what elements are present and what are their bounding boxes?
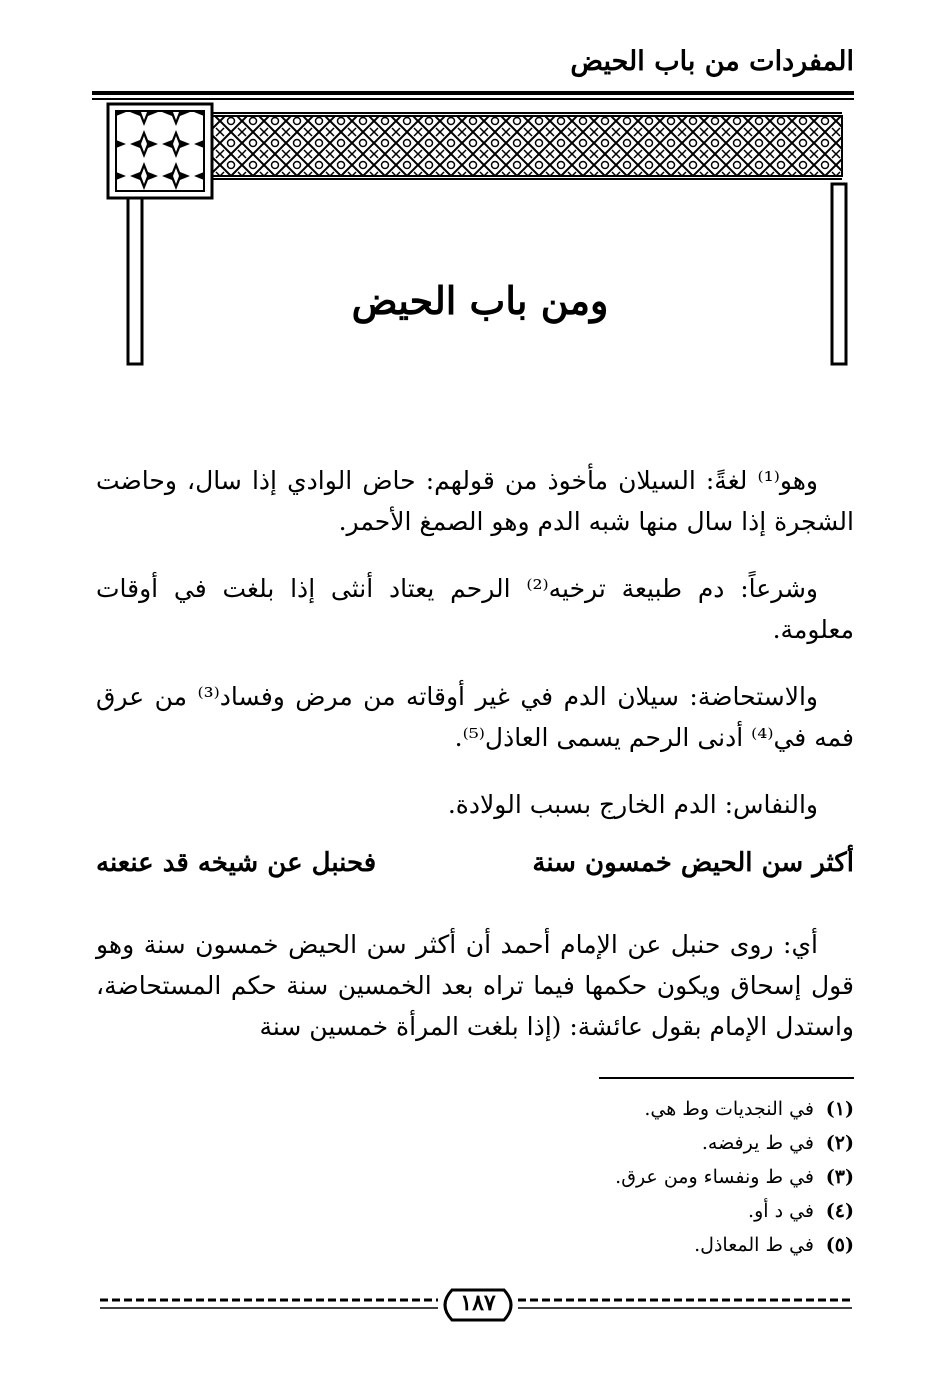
running-header: المفردات من باب الحيض	[570, 46, 854, 77]
paragraph-istihada: والاستحاضة: سيلان الدم في غير أوقاته من مرض وفساد⁽³⁾ من عرق فمه في⁽⁴⁾ أدنى الرحم يسمى العاذل⁽⁵⁾.	[96, 682, 854, 752]
chapter-title: ومن باب الحيض	[351, 278, 609, 323]
footnote-item: (٤)في د أو.	[748, 1200, 854, 1222]
poem-hemistich-first: أكثر سن الحيض خمسون سنة	[532, 848, 854, 878]
paragraph-linguistic: وهو⁽¹⁾ لغةً: السيلان مأخوذ من قولهم: حاض الوادي إذا سال، وحاضت الشجرة إذا سال منها شبه الدم وهو الصمغ الأحمر.	[96, 466, 854, 536]
chapter-ornament-frame	[0, 0, 950, 400]
poem-hemistich-second: فحنبل عن شيخه قد عنعنه	[96, 848, 377, 878]
paragraph-nifas: والنفاس: الدم الخارج بسبب الولادة.	[447, 790, 818, 819]
footnote-item: (٢)في ط يرفضه.	[701, 1132, 854, 1154]
footnote-item: (٥)في ط المعاذل.	[694, 1234, 854, 1256]
page-number: ١٨٧	[460, 1290, 496, 1316]
footnotes-list	[354, 1092, 854, 1262]
poem-verse	[96, 848, 854, 878]
footnote-item: (٣)في ط ونفساء ومن عرق.	[615, 1166, 854, 1188]
paragraph-legal: وشرعاً: دم طبيعة ترخيه⁽²⁾ الرحم يعتاد أنثى إذا بلغت في أوقات معلومة.	[96, 574, 854, 644]
definitions-text	[96, 460, 854, 825]
footnote-separator	[599, 1077, 854, 1079]
commentary-text: أي: روى حنبل عن الإمام أحمد أن أكثر سن الحيض خمسون سنة وهو قول إسحاق ويكون حكمها فيما تراه بعد الخمسين سنة حكم المستحاضة، واستدل الإمام بقول عائشة: (إذا بلغت المرأة خمسين سنة	[96, 930, 854, 1041]
footnote-item: (١)في النجديات وط هي.	[644, 1098, 854, 1120]
